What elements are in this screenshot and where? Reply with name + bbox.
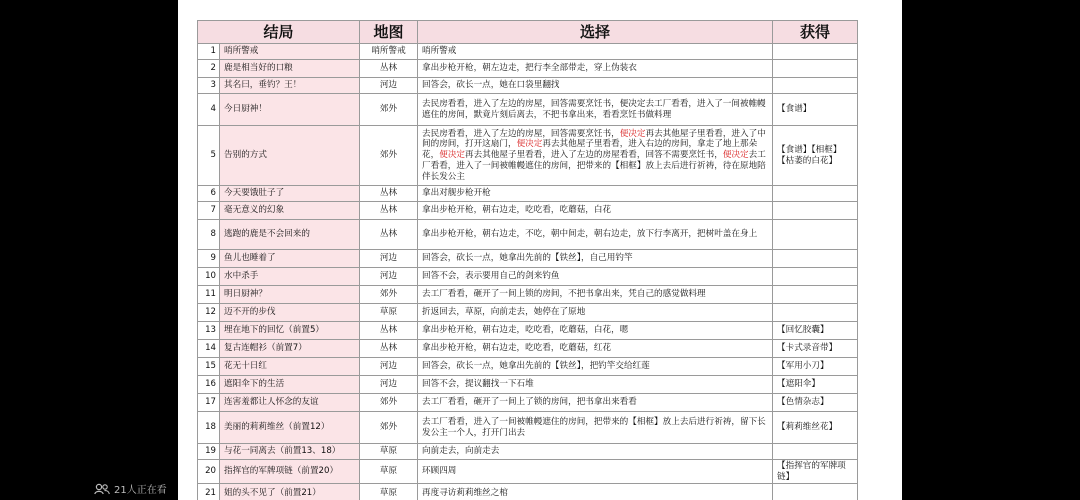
choice-text xyxy=(418,220,773,250)
header-ending: 结局 xyxy=(198,21,360,44)
map-name: 丛林 xyxy=(360,340,418,358)
obtained-item: 【遮阳伞】 xyxy=(773,376,858,394)
choice-text xyxy=(418,358,773,376)
row-number: 20 xyxy=(198,460,220,484)
choice-segment: 回答会，砍长一点，她在口袋里翻找 xyxy=(422,80,560,91)
header-choice: 选择 xyxy=(418,21,773,44)
obtained-item xyxy=(773,78,858,94)
table-row xyxy=(198,358,858,376)
obtained-item xyxy=(773,202,858,220)
header-map: 地图 xyxy=(360,21,418,44)
choice-text xyxy=(418,394,773,412)
table-row xyxy=(198,186,858,202)
ending-name: 今天要饿肚子了 xyxy=(220,186,360,202)
choice-segment: 环顾四周 xyxy=(422,466,457,477)
table-row xyxy=(198,268,858,286)
map-name: 河边 xyxy=(360,78,418,94)
ending-name: 水中杀手 xyxy=(220,268,360,286)
spreadsheet-image xyxy=(178,0,902,500)
ending-name: 鱼儿也睡着了 xyxy=(220,250,360,268)
table-row xyxy=(198,304,858,322)
ending-name: 与花一同离去（前置13、18） xyxy=(220,444,360,460)
table-row xyxy=(198,250,858,268)
choice-segment: 再度寻访莉莉维丝之棺 xyxy=(422,487,508,498)
obtained-item xyxy=(773,304,858,322)
row-number: 9 xyxy=(198,250,220,268)
viewer-status xyxy=(94,481,167,496)
ending-name: 今日厨神！ xyxy=(220,94,360,126)
choice-segment: 拿出对舰步枪开枪 xyxy=(422,188,491,199)
map-name: 丛林 xyxy=(360,202,418,220)
obtained-item: 【食谱】【相框】 【枯萎的白花】 xyxy=(773,126,858,186)
row-number: 4 xyxy=(198,94,220,126)
choice-text xyxy=(418,412,773,444)
map-name: 草原 xyxy=(360,444,418,460)
table-row xyxy=(198,220,858,250)
map-name: 草原 xyxy=(360,304,418,322)
obtained-item xyxy=(773,484,858,500)
ending-name: 指挥官的军牌项链（前置20） xyxy=(220,460,360,484)
highlight-text: 便决定 xyxy=(516,139,543,150)
choice-segment: 回答会，砍长一点，她拿出先前的【铁丝】，自己用钓竿 xyxy=(422,253,633,264)
choice-segment: 拿出步枪开枪，朝右边走，吃吃看，吃蘑菇，红花 xyxy=(422,343,612,354)
choice-text xyxy=(418,186,773,202)
map-name: 草原 xyxy=(360,460,418,484)
map-name: 丛林 xyxy=(360,186,418,202)
ending-name: 姐的头不见了（前置21） xyxy=(220,484,360,500)
choice-text xyxy=(418,340,773,358)
obtained-item: 【指挥官的军牌项链】 xyxy=(773,460,858,484)
row-number: 6 xyxy=(198,186,220,202)
viewers-icon xyxy=(94,483,110,495)
choice-segment: 拿出步枪开枪，朝右边走，吃吃看，吃蘑菇，白花，嗯 xyxy=(422,325,629,336)
choice-segment: 向前走去，向前走去 xyxy=(422,446,500,457)
choice-segment: 再去其他屋子里看看，进入了中间的房间，打开这扇门， xyxy=(422,128,766,150)
table-row xyxy=(198,322,858,340)
table-row xyxy=(198,444,858,460)
table-row xyxy=(198,78,858,94)
obtained-item: 【回忆胶囊】 xyxy=(773,322,858,340)
map-name: 郊外 xyxy=(360,94,418,126)
ending-name: 埋在地下的回忆（前置5） xyxy=(220,322,360,340)
table-row xyxy=(198,394,858,412)
ending-name: 告别的方式 xyxy=(220,126,360,186)
ending-name: 连害羞都让人怀念的友谊 xyxy=(220,394,360,412)
choice-text xyxy=(418,202,773,220)
choice-segment: 拿出步枪开枪，朝左边走，把行李全部带走，穿上伪装衣 xyxy=(422,63,637,74)
row-number: 8 xyxy=(198,220,220,250)
obtained-item xyxy=(773,44,858,60)
choice-segment: 去工厂看看，进入了一间被帷幔遮住的房间，把带来的【相框】放上去后进行祈祷，留下长发公主一个人，打开门出去 xyxy=(422,416,766,438)
choice-text xyxy=(418,376,773,394)
map-name: 丛林 xyxy=(360,60,418,78)
choice-segment: 去工厂看看，进入了一间被帷幔遮住的房间，把带来的【相框】放上去后进行祈祷，待在原地陪伴长发公主 xyxy=(422,150,766,182)
row-number: 2 xyxy=(198,60,220,78)
obtained-item: 【莉莉维丝花】 xyxy=(773,412,858,444)
map-name: 河边 xyxy=(360,268,418,286)
row-number: 12 xyxy=(198,304,220,322)
obtained-item xyxy=(773,220,858,250)
table-row xyxy=(198,484,858,500)
map-name: 丛林 xyxy=(360,220,418,250)
header-row xyxy=(198,21,858,44)
choice-segment: 拿出步枪开枪，朝右边走，不吃，朝中间走，朝右边走，放下行李离开，把树叶盖在身上 xyxy=(422,229,758,240)
choice-text xyxy=(418,444,773,460)
map-name: 郊外 xyxy=(360,394,418,412)
choice-text xyxy=(418,304,773,322)
highlight-text: 便决定 xyxy=(439,150,466,161)
row-number: 18 xyxy=(198,412,220,444)
choice-text xyxy=(418,268,773,286)
choice-segment: 拿出步枪开枪，朝右边走，吃吃看，吃蘑菇，白花 xyxy=(422,205,612,216)
row-number: 7 xyxy=(198,202,220,220)
table-row xyxy=(198,94,858,126)
row-number: 14 xyxy=(198,340,220,358)
choice-segment: 折返回去，草原，向前走去，她停在了原地 xyxy=(422,307,586,318)
choice-segment: 再去其他屋子里看看，进入右边的房间，拿走了地上那朵花， xyxy=(422,139,758,161)
ending-name: 逃跑的鹿是不会回来的 xyxy=(220,220,360,250)
ending-name: 迈不开的步伐 xyxy=(220,304,360,322)
obtained-item xyxy=(773,444,858,460)
choice-segment: 哨所警戒 xyxy=(422,46,457,57)
ending-name: 花无十日红 xyxy=(220,358,360,376)
choice-text xyxy=(418,322,773,340)
choice-segment: 去民房看看，进入了左边的房屋，回答需要烹饪书，便决定去工厂看看，进入了一间被帷幔遮住的房间，默竟片刻后离去，不把书拿出来，看看烹饪书做料理 xyxy=(422,98,766,120)
map-name: 郊外 xyxy=(360,126,418,186)
row-number: 17 xyxy=(198,394,220,412)
choice-text xyxy=(418,44,773,60)
table-row xyxy=(198,460,858,484)
row-number: 15 xyxy=(198,358,220,376)
row-number: 16 xyxy=(198,376,220,394)
highlight-text: 便决定 xyxy=(619,128,646,139)
map-name: 郊外 xyxy=(360,412,418,444)
choice-segment: 回答会，砍长一点，她拿出先前的【铁丝】，把钓竿交给红莲 xyxy=(422,361,650,372)
map-name: 丛林 xyxy=(360,322,418,340)
ending-name: 复古连帽衫（前置7） xyxy=(220,340,360,358)
ending-name: 其名曰，垂钓？王！ xyxy=(220,78,360,94)
choice-segment: 再去其他屋子里看看，进入了左边的房屋看看，回答不需要烹饪书， xyxy=(465,150,723,161)
table-row xyxy=(198,44,858,60)
table-row xyxy=(198,412,858,444)
row-number: 1 xyxy=(198,44,220,60)
row-number: 11 xyxy=(198,286,220,304)
choice-segment: 回答不会，表示要用自己的剑来钓鱼 xyxy=(422,271,560,282)
map-name: 哨所警戒 xyxy=(360,44,418,60)
obtained-item xyxy=(773,286,858,304)
ending-name: 毫无意义的幻象 xyxy=(220,202,360,220)
table-row xyxy=(198,286,858,304)
obtained-item xyxy=(773,186,858,202)
obtained-item: 【食谱】 xyxy=(773,94,858,126)
ending-name: 明日厨神？ xyxy=(220,286,360,304)
choice-text xyxy=(418,484,773,500)
choice-segment: 去工厂看看，砸开了一间上了锁的房间，把书拿出来看看 xyxy=(422,397,637,408)
row-number: 10 xyxy=(198,268,220,286)
ending-name: 鹿是相当好的口粮 xyxy=(220,60,360,78)
row-number: 21 xyxy=(198,484,220,500)
table-row xyxy=(198,60,858,78)
choice-text xyxy=(418,94,773,126)
ending-name: 美丽的莉莉维丝（前置12） xyxy=(220,412,360,444)
table-row xyxy=(198,340,858,358)
row-number: 13 xyxy=(198,322,220,340)
row-number: 5 xyxy=(198,126,220,186)
header-obtain: 获得 xyxy=(773,21,858,44)
table-row xyxy=(198,126,858,186)
obtained-item xyxy=(773,268,858,286)
obtained-item xyxy=(773,60,858,78)
ending-name: 遮阳伞下的生活 xyxy=(220,376,360,394)
table-row xyxy=(198,376,858,394)
row-number: 3 xyxy=(198,78,220,94)
choice-text xyxy=(418,60,773,78)
table-row xyxy=(198,202,858,220)
ending-name: 哨所警戒 xyxy=(220,44,360,60)
obtained-item: 【军用小刀】 xyxy=(773,358,858,376)
choice-text xyxy=(418,250,773,268)
choice-text xyxy=(418,286,773,304)
row-number: 19 xyxy=(198,444,220,460)
map-name: 河边 xyxy=(360,376,418,394)
viewer-count-text: 21人正在看 xyxy=(114,485,167,496)
endings-table xyxy=(197,20,858,500)
map-name: 郊外 xyxy=(360,286,418,304)
obtained-item: 【色情杂志】 xyxy=(773,394,858,412)
map-name: 草原 xyxy=(360,484,418,500)
choice-text xyxy=(418,126,773,186)
map-name: 河边 xyxy=(360,358,418,376)
map-name: 河边 xyxy=(360,250,418,268)
choice-text xyxy=(418,460,773,484)
choice-segment: 回答不会，提议翻找一下石堆 xyxy=(422,379,534,390)
choice-segment: 去民房看看，进入了左边的房屋，回答需要烹饪书， xyxy=(422,128,620,139)
choice-segment: 去工厂看看，砸开了一间上锁的房间，不把书拿出来，凭自己的感觉做料理 xyxy=(422,289,706,300)
obtained-item xyxy=(773,250,858,268)
highlight-text: 便决定 xyxy=(722,150,749,161)
obtained-item: 【卡式录音带】 xyxy=(773,340,858,358)
table-body xyxy=(198,44,858,500)
choice-text xyxy=(418,78,773,94)
